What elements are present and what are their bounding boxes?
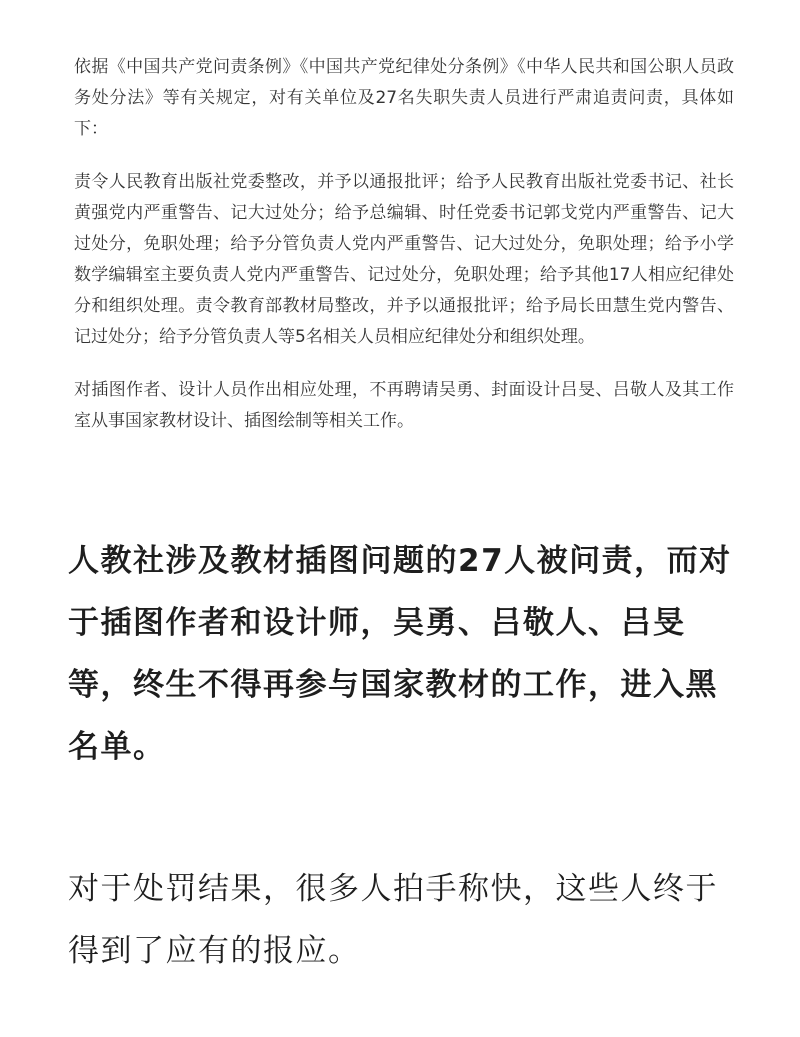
headline-summary: 人教社涉及教材插图问题的27人被问责，而对于插图作者和设计师，吴勇、吕敬人、吕旻等，终生不得再参与国家教材的工作，进入黑名单。 xyxy=(68,543,732,765)
notice-paragraph-designers: 对插图作者、设计人员作出相应处理，不再聘请吴勇、封面设计吕旻、吕敬人及其工作室从事国家教材设计、插图绘制等相关工作。 xyxy=(74,380,734,431)
notice-paragraph-basis: 依据《中国共产党问责条例》《中国共产党纪律处分条例》《中华人民共和国公职人员政务处分法》等有关规定，对有关单位及27名失职失责人员进行严肃追责问责，具体如下： xyxy=(74,57,734,139)
commentary-text: 对于处罚结果，很多人拍手称快，这些人终于得到了应有的报应。 xyxy=(68,871,718,969)
quoted-notice xyxy=(74,52,734,459)
notice-paragraph-penalties: 责令人民教育出版社党委整改，并予以通报批评；给予人民教育出版社党委书记、社长黄强党内严重警告、记大过处分；给予总编辑、时任党委书记郭戈党内严重警告、记大过处分，免职处理；给予分管负责人党内严重警告、记大过处分，免职处理；给予小学数学编辑室主要负责人党内严重警告、记过处分，免职处理；给予其他17人相应纪律处分和组织处理。责令教育部教材局整改，并予以通报批评；给予局长田慧生党内警告、记过处分；给予分管负责人等5名相关人员相应纪律处分和组织处理。 xyxy=(74,172,734,347)
